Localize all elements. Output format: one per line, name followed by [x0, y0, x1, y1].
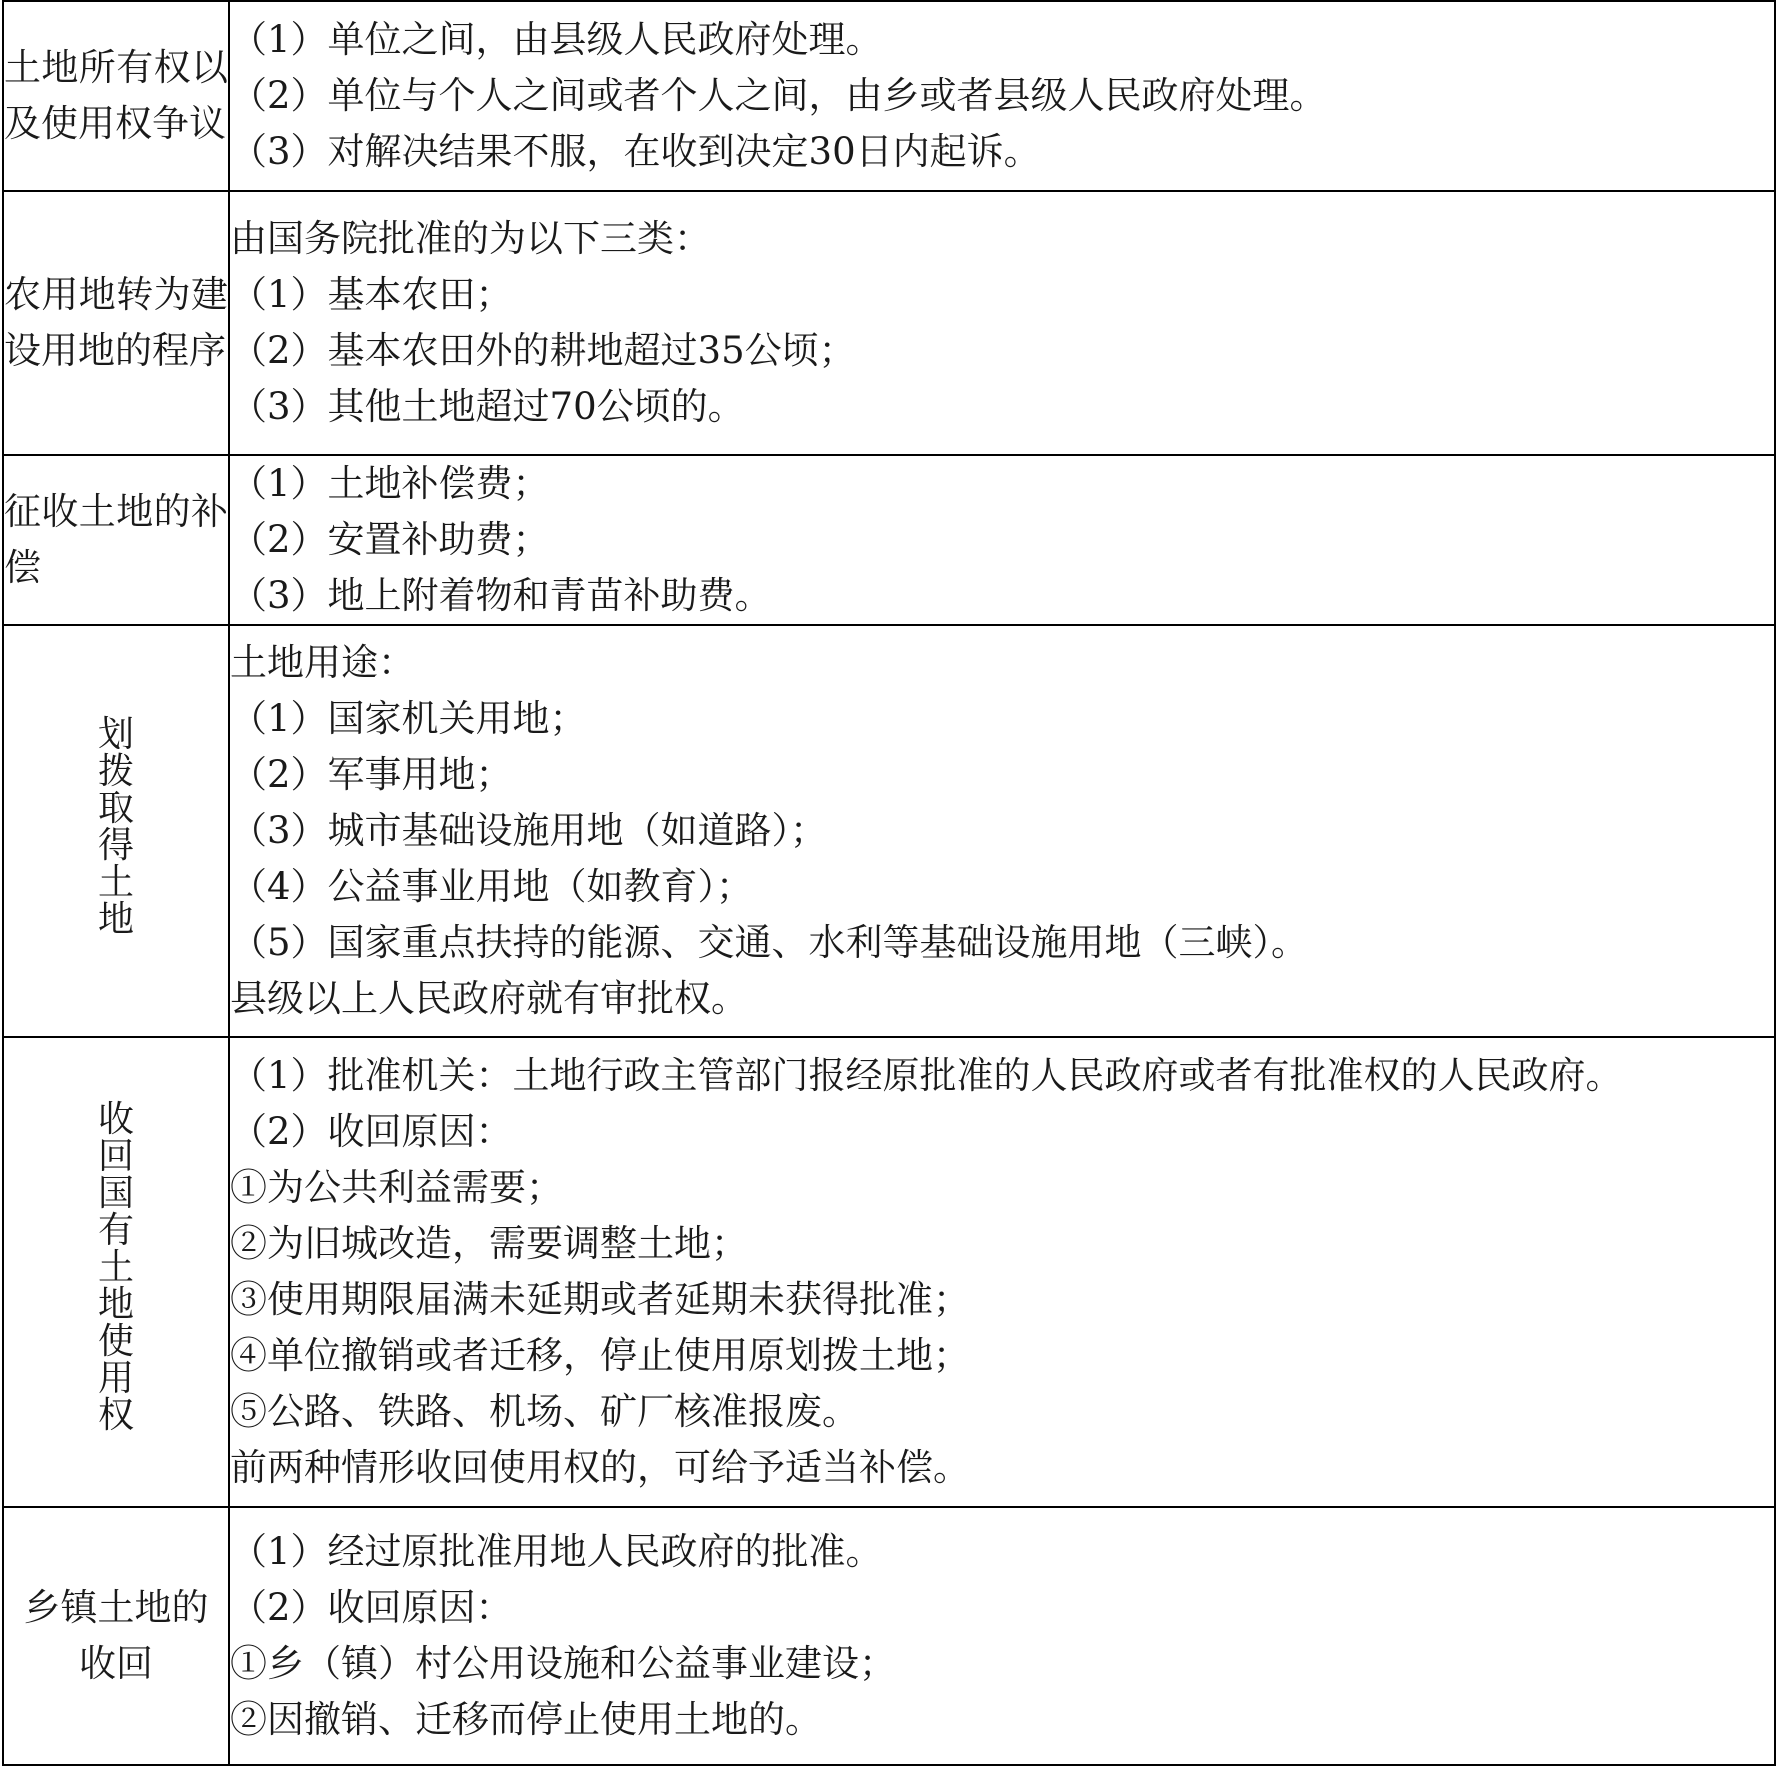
row-heading: 乡镇土地的收回	[3, 1507, 229, 1765]
content-line: （1）国家机关用地；	[230, 697, 587, 740]
row-heading	[3, 1037, 229, 1507]
content-line: ③使用期限届满未延期或者延期未获得批准；	[230, 1278, 970, 1321]
content-line: （2）收回原因：	[230, 1586, 513, 1629]
table-row	[3, 191, 1775, 455]
row-content	[229, 1507, 1775, 1765]
content-line: （3）城市基础设施用地（如道路）；	[230, 809, 828, 852]
content-line: ⑤公路、铁路、机场、矿厂核准报废。	[230, 1390, 859, 1433]
content-line: ②因撤销、迁移而停止使用土地的。	[230, 1698, 822, 1741]
content-line: 由国务院批准的为以下三类：	[230, 217, 711, 260]
content-line: （2）军事用地；	[230, 753, 513, 796]
row-content	[229, 455, 1775, 625]
content-line: （3）地上附着物和青苗补助费。	[230, 574, 772, 617]
content-line: ④单位撤销或者迁移，停止使用原划拨土地；	[230, 1334, 970, 1377]
content-line: （1）批准机关：土地行政主管部门报经原批准的人民政府或者有批准权的人民政府。	[230, 1054, 1623, 1097]
table-row	[3, 1, 1775, 191]
row-content	[229, 1037, 1775, 1507]
content-line: （1）单位之间，由县级人民政府处理。	[230, 18, 883, 61]
content-line: ②为旧城改造，需要调整土地；	[230, 1222, 748, 1265]
row-heading	[3, 625, 229, 1037]
row-heading-vertical: 划拨取得土地	[97, 713, 134, 940]
content-line: ①为公共利益需要；	[230, 1166, 563, 1209]
row-heading-vertical: 收回国有土地使用权	[97, 1099, 134, 1436]
table-row	[3, 455, 1775, 625]
content-line: （3）对解决结果不服，在收到决定30日内起诉。	[230, 130, 1041, 173]
content-line: 县级以上人民政府就有审批权。	[230, 977, 748, 1020]
content-line: （1）土地补偿费；	[230, 462, 550, 505]
content-line: 土地用途：	[230, 641, 415, 684]
content-line: （5）国家重点扶持的能源、交通、水利等基础设施用地（三峡）。	[230, 921, 1309, 964]
content-line: （4）公益事业用地（如教育）；	[230, 865, 754, 908]
content-line: （2）单位与个人之间或者个人之间，由乡或者县级人民政府处理。	[230, 74, 1327, 117]
row-content	[229, 1, 1775, 191]
land-law-table	[2, 0, 1776, 1766]
table-row	[3, 1507, 1775, 1765]
row-heading: 征收土地的补偿	[3, 455, 229, 625]
row-heading: 土地所有权以及使用权争议	[3, 1, 229, 191]
table-row	[3, 625, 1775, 1037]
table-row	[3, 1037, 1775, 1507]
content-line: （2）收回原因：	[230, 1110, 513, 1153]
content-line: （3）其他土地超过70公顷的。	[230, 385, 745, 428]
content-line: （2）基本农田外的耕地超过35公顷；	[230, 329, 856, 372]
content-line: （1）基本农田；	[230, 273, 513, 316]
content-line: ①乡（镇）村公用设施和公益事业建设；	[230, 1642, 896, 1685]
row-content	[229, 191, 1775, 455]
row-heading: 农用地转为建设用地的程序	[3, 191, 229, 455]
content-line: 前两种情形收回使用权的，可给予适当补偿。	[230, 1446, 970, 1489]
row-content	[229, 625, 1775, 1037]
content-line: （1）经过原批准用地人民政府的批准。	[230, 1530, 883, 1573]
content-line: （2）安置补助费；	[230, 518, 550, 561]
